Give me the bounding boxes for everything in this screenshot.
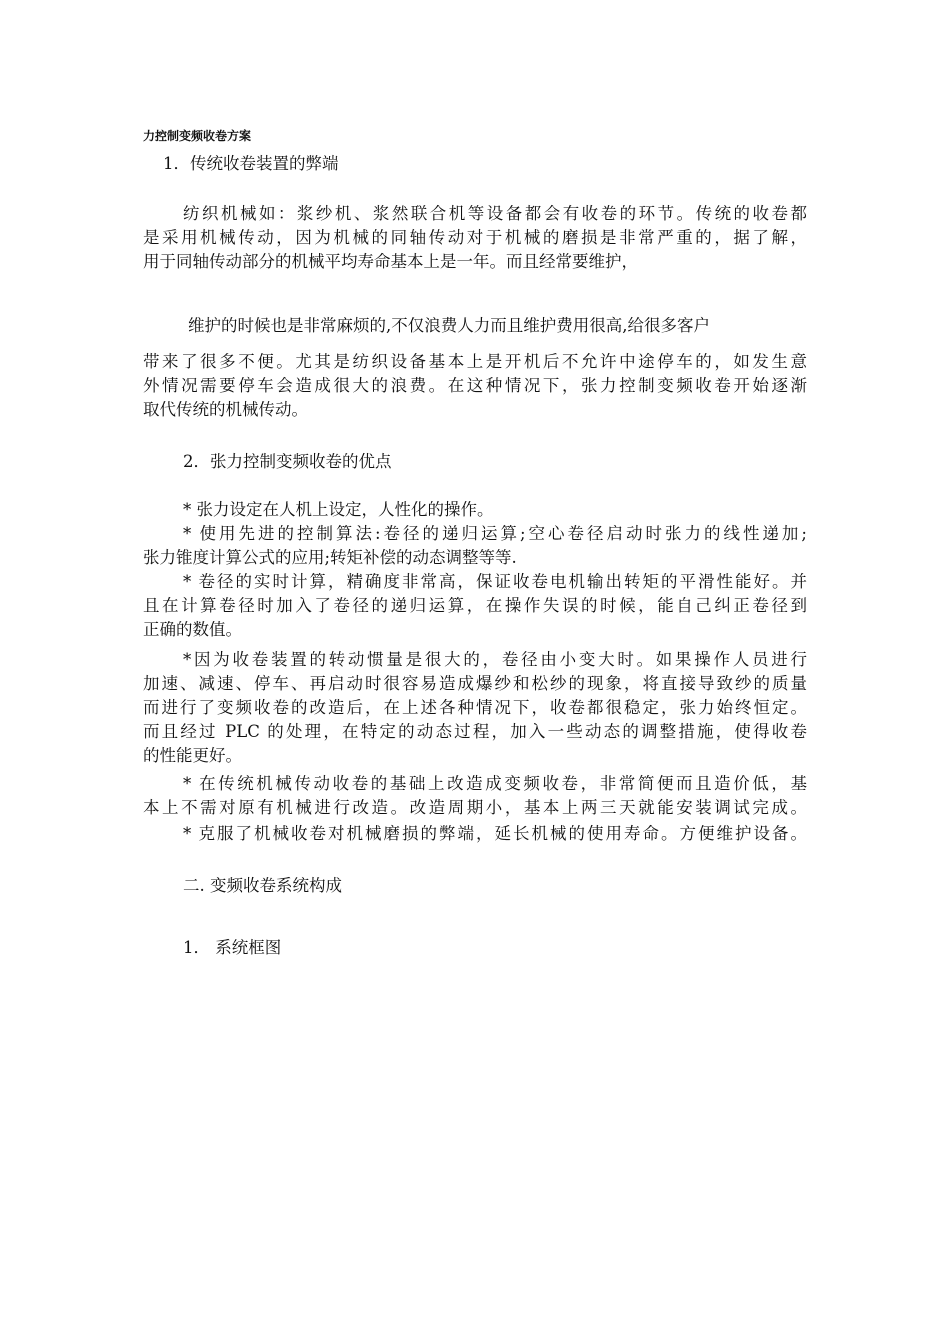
list-item: * 卷径的实时计算，精确度非常高，保证收卷电机输出转矩的平滑性能好。并 [183,572,807,591]
list-item-continuation: 而且经过 PLC 的处理，在特定的动态过程，加入一些动态的调整措施，使得收卷 [143,722,807,741]
section-heading: 二. 变频收卷系统构成 [183,876,342,895]
paragraph-line: 外情况需要停车会造成很大的浪费。在这种情况下，张力控制变频收卷开始逐渐 [143,376,807,395]
list-item-continuation: 正确的数值。 [143,620,242,639]
list-item-continuation: 本上不需对原有机械进行改造。改造周期小，基本上两三天就能安装调试完成。 [143,798,807,817]
section-heading: 2．张力控制变频收卷的优点 [183,452,392,471]
list-item-continuation: 张力锥度计算公式的应用;转矩补偿的动态调整等等. [143,548,517,567]
subsection-heading: 1． 系统框图 [183,938,282,957]
paragraph-line: 取代传统的机械传动。 [143,400,308,419]
list-item-continuation: 加速、减速、停车、再启动时很容易造成爆纱和松纱的现象，将直接导致纱的质量 [143,674,807,693]
list-item-continuation: 而进行了变频收卷的改造后，在上述各种情况下，收卷都很稳定，张力始终恒定。 [143,698,807,717]
section-heading: 1．传统收卷装置的弊端 [163,154,339,173]
paragraph-line: 是采用机械传动，因为机械的同轴传动对于机械的磨损是非常严重的，据了解， [143,228,807,247]
list-item: * 张力设定在人机上设定，人性化的操作。 [183,500,494,519]
document-title: 力控制变频收卷方案 [143,129,252,143]
list-item: * 在传统机械传动收卷的基础上改造成变频收卷，非常简便而且造价低，基 [183,774,807,793]
paragraph-line: 带来了很多不便。尤其是纺织设备基本上是开机后不允许中途停车的，如发生意 [143,352,807,371]
list-item-continuation: 且在计算卷径时加入了卷径的递归运算，在操作失误的时候，能自己纠正卷径到 [143,596,807,615]
list-item: * 克服了机械收卷对机械磨损的弊端，延长机械的使用寿命。方便维护设备。 [183,824,807,843]
paragraph-line: 维护的时候也是非常麻烦的,不仅浪费人力而且维护费用很高,给很多客户 [188,316,710,335]
paragraph-line: 纺织机械如：浆纱机、浆然联合机等设备都会有收卷的环节。传统的收卷都 [183,204,807,223]
paragraph-line: 用于同轴传动部分的机械平均寿命基本上是一年。而且经常要维护， [143,252,638,271]
list-item: *因为收卷装置的转动惯量是很大的，卷径由小变大时。如果操作人员进行 [183,650,807,669]
list-item: * 使用先进的控制算法:卷径的递归运算;空心卷径启动时张力的线性递加; [183,524,807,543]
list-item-continuation: 的性能更好。 [143,746,242,765]
